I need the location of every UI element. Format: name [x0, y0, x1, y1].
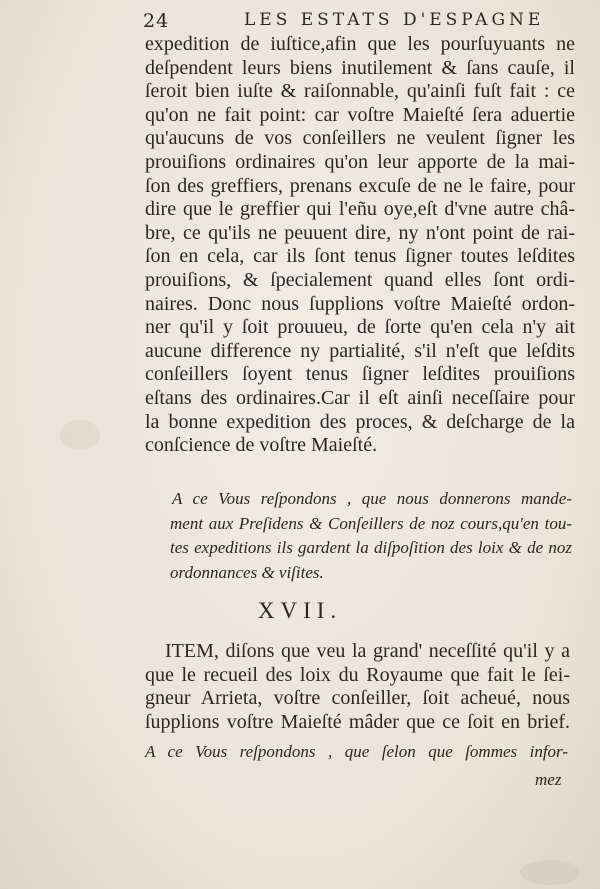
text-line: conſeillers ſoyent tenus ſigner leſdites prouiſions — [145, 363, 575, 386]
paper-stain — [60, 420, 100, 450]
text-line: aucune difference ny partialité, s'il n'eſt que leſdits — [145, 339, 575, 362]
text-line: prouiſions, & ſpecialement quand elles ſont ordi- — [145, 268, 575, 291]
royal-reply — [170, 487, 572, 585]
text-line: la bonne expedition des proces, & deſcharge de la — [145, 410, 575, 433]
text-line: ſeroit bien iuſte & raiſonnable, qu'ainſi fuſt fait : ce — [145, 80, 575, 103]
folio-number: 24 — [143, 10, 170, 32]
running-title: LES ESTATS D'ESPAGNE — [244, 10, 545, 30]
chapter-number: XVII. — [257, 598, 343, 623]
catchword: mez — [535, 770, 562, 789]
text-line: ſon des greffiers, prenans excuſe de ne le faire, pour — [145, 174, 575, 197]
reply-line: ment aux Preſidens & Conſeillers de noz cours,qu'en tou- — [170, 513, 572, 533]
reply-line: tes expeditions ils gardent la diſpoſition des loix & de noz — [170, 538, 572, 557]
page-header — [0, 6, 600, 34]
text-line: qu'on ne fait point: car voſtre Maieſté ſera aduertie — [145, 103, 575, 126]
reply-line: A ce Vous reſpondons , que ſelon que ſommes infor- — [145, 742, 568, 761]
text-line: ner qu'il y ſoit prouueu, de ſorte qu'en cela n'y ait — [145, 316, 575, 339]
text-line: que le recueil des loix du Royaume que fait le ſei- — [145, 663, 570, 686]
text-line: ſon en cela, car ils ſont tenus ſigner toutes leſdites — [145, 245, 575, 268]
text-line: deſpendent leurs biens inutilement & ſans cauſe, il — [145, 56, 575, 79]
text-line: qu'aucuns de vos conſeillers ne veulent ſigner les — [145, 127, 575, 150]
reply-line: A ce Vous reſpondons , que nous donnerons mande- — [172, 489, 572, 508]
reply-line: ordonnances & viſites. — [170, 562, 324, 582]
text-line: ITEM, diſons que veu la grand' neceſſité qu'il y a — [165, 640, 570, 662]
text-line: eſtans des ordinaires.Car il eſt ainſi neceſſaire pour — [145, 386, 575, 409]
text-line: prouiſions ordinaires qu'on leur apporte de la mai- — [145, 150, 575, 173]
body-paragraph — [145, 33, 575, 458]
text-line: bre, ce qu'ils ne peuuent dire, ny n'ont point de rai- — [145, 221, 575, 244]
text-line: expedition de iuſtice,afin que les pourſuyuants ne — [145, 33, 575, 55]
text-line: naires. Donc nous ſupplions voſtre Maieſté ordon- — [145, 292, 575, 315]
text-line: gneur Arrieta, voſtre conſeiller, ſoit acheué, nous — [145, 687, 570, 709]
royal-reply — [145, 740, 568, 764]
text-line: dire que le greffier qui l'eñu oye,eſt d'vne autre châ- — [145, 198, 575, 221]
text-line: ſupplions voſtre Maieſté mâder que ce ſoit en brief. — [145, 710, 570, 733]
text-line: conſcience de voſtre Maieſté. — [145, 434, 378, 457]
item-paragraph — [145, 640, 570, 734]
paper-stain — [520, 860, 580, 885]
